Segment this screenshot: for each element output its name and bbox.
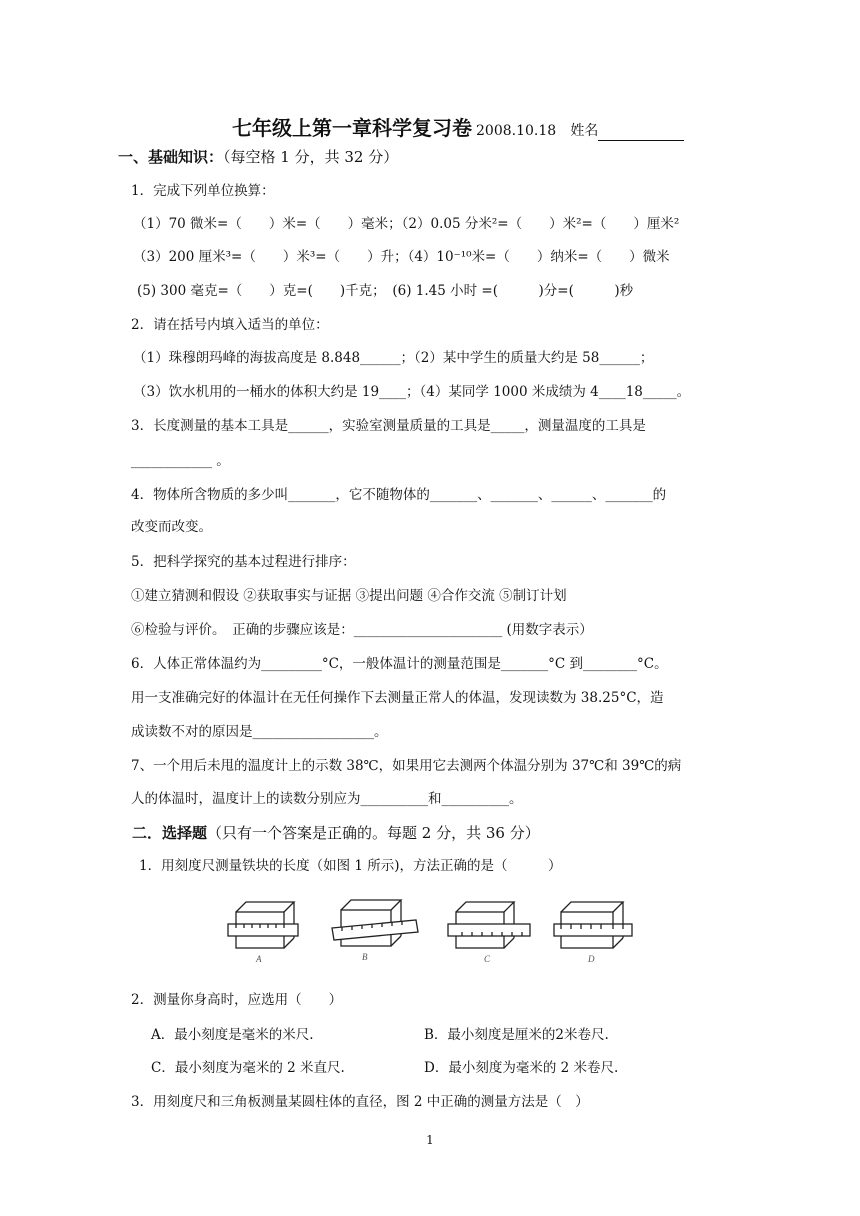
q6-line3: 成读数不对的原因是__________________。 <box>131 724 388 740</box>
q5-steps: ①建立猜测和假设 ②获取事实与证据 ③提出问题 ④合作交流 ⑤制订计划 <box>131 588 567 604</box>
section1-note: （每空格 1 分，共 32 分） <box>223 148 399 166</box>
title-main: 七年级上第一章科学复习卷 <box>232 116 472 140</box>
q5: 5．把科学探究的基本过程进行排序： <box>131 554 356 570</box>
q3: 3．长度测量的基本工具是______，实验室测量质量的工具是_____，测量温度的工具是 <box>131 418 646 434</box>
section2-heading <box>132 822 540 844</box>
page-number: 1 <box>426 1133 434 1147</box>
q6: 6．人体正常体温约为_________°C，一般体温计的测量范围是_______°C 到________°C。 <box>131 656 668 672</box>
q1-line2: （3）200 厘米³=（ ）米³=（ ）升；（4）10⁻¹⁰米=（ ）纳米=（ ）微米 <box>133 249 670 265</box>
choice-2: 2．测量你身高时，应选用（ ） <box>131 992 343 1008</box>
choice-3: 3．用刻度尺和三角板测量某圆柱体的直径，图 2 中正确的测量方法是（ ） <box>131 1094 589 1110</box>
choice-2-d: D．最小刻度为毫米的 2 米卷尺. <box>424 1060 619 1076</box>
choice-1: 1．用刻度尺测量铁块的长度（如图 1 所示)，方法正确的是（ ） <box>139 858 562 874</box>
q2: 2．请在括号内填入适当的单位： <box>131 317 329 333</box>
figure-option-a <box>228 902 298 948</box>
figure-label-a: A <box>256 954 262 964</box>
q7-line2: 人的体温时，温度计上的读数分别应为__________和__________。 <box>131 791 523 807</box>
name-blank[interactable] <box>598 125 684 141</box>
figure-label-d: D <box>588 954 595 964</box>
q2-line1: （1）珠穆朗玛峰的海拔高度是 8.848______；（2）某中学生的质量大约是 58______； <box>133 350 654 366</box>
ruler-figure <box>226 898 636 966</box>
q1: 1．完成下列单位换算： <box>131 183 275 199</box>
section2-title: 二．选择题 <box>132 824 208 842</box>
q2-line2: （3）饮水机用的一桶水的体积大约是 19____；（4）某同学 1000 米成绩为 4____18_____。 <box>133 384 691 400</box>
figure-label-b: B <box>362 952 368 962</box>
q6-line2: 用一支准确完好的体温计在无任何操作下去测量正常人的体温，发现读数为 38.25°C，造 <box>131 690 664 706</box>
q3-cont: ____________ 。 <box>131 453 230 469</box>
section1-title: 一、基础知识： <box>118 148 224 166</box>
figure-option-d <box>554 902 632 948</box>
q5-steps2: ⑥检验与评价。 正确的步骤应该是：______________________ (用数字表示） <box>131 622 593 638</box>
figure-label-c: C <box>484 954 491 964</box>
q1-line3: (5) 300 毫克=（ ）克=( )千克； (6) 1.45 小时 =( )分=( )秒 <box>137 283 634 299</box>
choice-2-b: B．最小刻度是厘米的2米卷尺. <box>424 1027 609 1043</box>
choice-2-c: C．最小刻度为毫米的 2 米直尺. <box>151 1060 345 1076</box>
figure-option-c <box>448 902 530 948</box>
choice-2-a: A．最小刻度是毫米的米尺. <box>151 1027 314 1043</box>
document-title <box>232 112 684 141</box>
section1-heading <box>118 146 398 168</box>
q7: 7、一个用后未甩的温度计上的示数 38℃，如果用它去测两个体温分别为 37℃和 39℃的病 <box>131 758 682 774</box>
q4-cont: 改变而改变。 <box>131 519 212 535</box>
name-label: 姓名 <box>570 123 599 139</box>
figure-option-b <box>332 900 418 946</box>
q4: 4．物体所含物质的多少叫_______，它不随物体的_______、_______、______、_______的 <box>131 487 667 503</box>
q1-line1: （1）70 微米=（ ）米=（ ）毫米；（2）0.05 分米²=（ ）米²=（ ）厘米² <box>133 216 680 232</box>
section2-note: （只有一个答案是正确的。每题 2 分，共 36 分） <box>207 824 540 842</box>
title-date: 2008.10.18 <box>476 123 557 139</box>
